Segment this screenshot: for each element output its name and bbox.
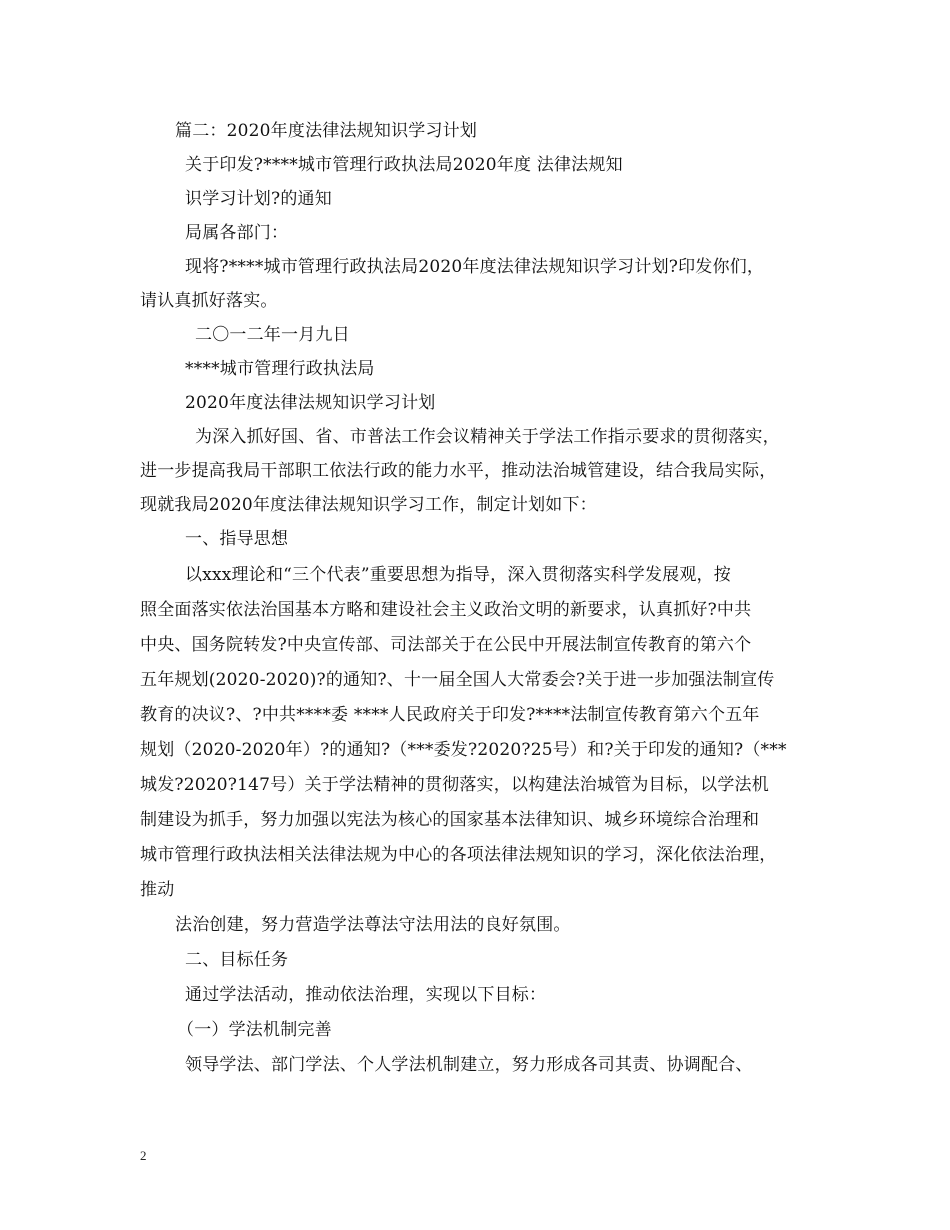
body-line: 为深入抓好国、省、市普法工作会议精神关于学法工作指示要求的贯彻落实， xyxy=(195,427,780,447)
body-line: 进一步提高我局干部职工依法行政的能力水平，推动法治城管建设，结合我局实际， xyxy=(140,461,777,481)
notice-title-line-1: 关于印发?****城市管理行政执法局2020年度 法律法规知 xyxy=(185,155,623,175)
body-line: 城发?2020?147号）关于学法精神的贯彻落实，以构建法治城管为目标，以学法机 xyxy=(140,775,769,795)
date-line: 二〇一二年一月九日 xyxy=(195,325,350,345)
issuer-line: ****城市管理行政执法局 xyxy=(185,359,375,379)
body-line: 法治创建，努力营造学法尊法守法用法的良好氛围。 xyxy=(175,915,571,935)
page-number: 2 xyxy=(140,1148,147,1163)
subsection-heading: （一）学法机制完善 xyxy=(177,1020,332,1040)
body-line: 以xxx理论和“三个代表”重要思想为指导，深入贯彻落实科学发展观，按 xyxy=(185,565,731,585)
plan-title: 2020年度法律法规知识学习计划 xyxy=(185,393,436,413)
body-line: 五年规划(2020-2020)?的通知?、十一届全国人大常委会?关于进一步加强法制宣传 xyxy=(140,670,775,690)
body-line: 现就我局2020年度法律法规知识学习工作，制定计划如下： xyxy=(140,495,597,515)
salutation: 局属各部门： xyxy=(185,223,289,243)
body-line: 请认真抓好落实。 xyxy=(140,291,278,311)
body-line: 通过学法活动，推动依法治理，实现以下目标： xyxy=(185,985,547,1005)
section-heading: 一、指导思想 xyxy=(185,529,289,549)
notice-title-line-2: 识学习计划?的通知 xyxy=(185,189,332,209)
body-line: 制建设为抓手，努力加强以宪法为核心的国家基本法律知识、城乡环境综合治理和 xyxy=(140,810,760,830)
body-line: 照全面落实依法治国基本方略和建设社会主义政治文明的新要求，认真抓好?中共 xyxy=(140,600,752,620)
body-line: 现将?****城市管理行政执法局2020年度法律法规知识学习计划?印发你们， xyxy=(185,257,765,277)
body-line: 推动 xyxy=(140,880,175,900)
body-line: 领导学法、部门学法、个人学法机制建立，努力形成各司其责、协调配合、 xyxy=(185,1055,753,1075)
section-heading: 二、目标任务 xyxy=(185,950,289,970)
body-line: 教育的决议?、?中共****委 ****人民政府关于印发?****法制宣传教育第六个五年 xyxy=(140,705,760,725)
section-heading: 篇二：2020年度法律法规知识学习计划 xyxy=(175,121,478,141)
body-line: 城市管理行政执法相关法律法规为中心的各项法律法规知识的学习，深化依法治理， xyxy=(140,845,777,865)
body-line: 规划（2020-2020年）?的通知?（***委发?2020?25号）和?关于印发的通知?（*** xyxy=(140,740,787,760)
body-line: 中央、国务院转发?中央宣传部、司法部关于在公民中开展法制宣传教育的第六个 xyxy=(140,635,752,655)
